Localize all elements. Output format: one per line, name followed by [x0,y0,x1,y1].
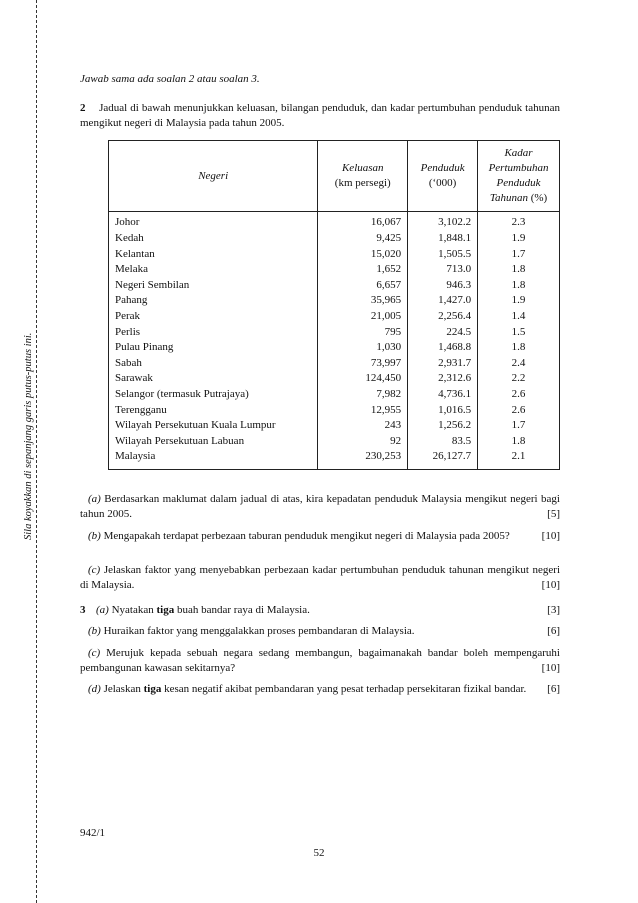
cell-pop: 713.0 [408,262,478,278]
part-label: (c) [88,647,101,659]
cell-pop: 1,256.2 [408,418,478,434]
cell-area: 9,425 [318,231,408,247]
cell-state: Wilayah Persekutuan Labuan [109,433,318,449]
header-population: Penduduk (‘000) [408,141,478,212]
cell-pop: 2,931.7 [408,355,478,371]
part-label: (a) [96,604,109,616]
cell-rate: 2.4 [478,355,560,371]
cell-rate: 1.9 [478,293,560,309]
part-text: kesan negatif akibat pembandaran yang pesat terhadap persekitaran fizikal bandar. [161,683,527,695]
table-row [109,371,560,387]
cell-rate: 1.9 [478,231,560,247]
table-row [109,293,560,309]
cell-state: Selangor (termasuk Putrajaya) [109,387,318,403]
question-number: 3 [80,604,86,616]
part-text: Huraikan faktor yang menggalakkan proses pembandaran di Malaysia. [103,625,415,637]
emphasis: tiga [143,683,162,695]
cell-state: Pahang [109,293,318,309]
cell-state: Perak [109,309,318,325]
table-row [109,418,560,434]
part-text: Merujuk kepada sebuah negara sedang membangun, bagaimanakah bandar boleh mempengaruhi pembangunan kawasan sekitarnya? [80,647,560,674]
table-header-row [109,141,560,212]
table-row [109,262,560,278]
header-growth-rate: Kadar Pertumbuhan Penduduk Tahunan (%) [478,141,560,212]
table-row [109,449,560,469]
cell-area: 1,652 [318,262,408,278]
cell-rate: 2.6 [478,387,560,403]
tear-instruction: Sila koyakkan di sepanjang garis putus-putus ini. [23,332,34,540]
table-row [109,355,560,371]
table-row [109,212,560,231]
answer-instruction: Jawab sama ada soalan 2 atau soalan 3. [80,73,260,85]
question-number: 2 [80,102,86,114]
cell-state: Johor [109,212,318,231]
header-area: Keluasan (km persegi) [318,141,408,212]
table-row [109,433,560,449]
question-2-part [80,492,560,522]
cell-area: 7,982 [318,387,408,403]
part-text: Mengapakah terdapat perbezaan taburan penduduk mengikut negeri di Malaysia pada 2005? [103,530,510,542]
cell-state: Negeri Sembilan [109,277,318,293]
cell-rate: 2.3 [478,212,560,231]
cell-rate: 1.4 [478,309,560,325]
cell-state: Wilayah Persekutuan Kuala Lumpur [109,418,318,434]
cell-pop: 1,848.1 [408,231,478,247]
cell-area: 12,955 [318,402,408,418]
marks: [5] [547,507,560,520]
cell-pop: 224.5 [408,324,478,340]
cell-state: Terengganu [109,402,318,418]
cell-pop: 1,427.0 [408,293,478,309]
question-2-part [80,529,560,544]
question-3-part [80,682,560,697]
cell-state: Malaysia [109,449,318,469]
cell-pop: 3,102.2 [408,212,478,231]
marks: [3] [547,604,560,616]
cell-state: Sarawak [109,371,318,387]
cell-area: 243 [318,418,408,434]
cell-pop: 1,016.5 [408,402,478,418]
table-row [109,231,560,247]
cell-area: 92 [318,433,408,449]
cell-rate: 1.8 [478,340,560,356]
cell-pop: 2,256.4 [408,309,478,325]
cell-rate: 2.1 [478,449,560,469]
cell-area: 21,005 [318,309,408,325]
cell-area: 124,450 [318,371,408,387]
part-label: (a) [88,493,101,505]
cell-pop: 1,505.5 [408,246,478,262]
cell-state: Melaka [109,262,318,278]
cell-rate: 1.8 [478,433,560,449]
part-label: (b) [88,530,101,542]
header-state: Negeri [109,141,318,212]
paper-code: 942/1 [80,827,106,839]
part-text: buah bandar raya di Malaysia. [174,604,310,616]
cell-pop: 83.5 [408,433,478,449]
marks: [10] [541,530,560,542]
part-text: Jelaskan [103,683,144,695]
cell-state: Kedah [109,231,318,247]
part-text: Nyatakan [111,604,157,616]
cell-rate: 2.6 [478,402,560,418]
cell-area: 795 [318,324,408,340]
cell-area: 16,067 [318,212,408,231]
part-text: Jelaskan faktor yang menyebabkan perbezaan kadar pertumbuhan penduduk tahunan mengikut negeri di Malaysia. [80,564,560,591]
cell-rate: 1.8 [478,277,560,293]
marks: [6] [547,625,560,637]
table-row [109,324,560,340]
cell-state: Kelantan [109,246,318,262]
cell-rate: 1.8 [478,262,560,278]
cell-area: 1,030 [318,340,408,356]
cell-rate: 1.7 [478,246,560,262]
question-2-part [80,563,560,593]
question-text: Jadual di bawah menunjukkan keluasan, bilangan penduduk, dan kadar pertumbuhan penduduk tahunan mengikut negeri di Malaysia pada tahun 2005. [80,102,561,129]
table-row [109,246,560,262]
cell-rate: 2.2 [478,371,560,387]
cell-rate: 1.5 [478,324,560,340]
page-number: 52 [313,847,325,859]
table-row [109,277,560,293]
question-3-part [80,646,560,676]
part-label: (c) [88,564,101,576]
cell-pop: 4,736.1 [408,387,478,403]
part-label: (b) [88,625,101,637]
marks: [6] [547,683,560,695]
cell-state: Pulau Pinang [109,340,318,356]
marks: [10] [541,578,560,591]
population-table [108,140,560,470]
cell-area: 73,997 [318,355,408,371]
part-label: (d) [88,683,101,695]
cell-area: 6,657 [318,277,408,293]
cell-state: Sabah [109,355,318,371]
question-3-part [80,603,560,618]
question-3-part [80,624,560,639]
table-row [109,340,560,356]
marks: [10] [541,661,560,674]
table-row [109,402,560,418]
part-text: Berdasarkan maklumat dalam jadual di atas, kira kepadatan penduduk Malaysia mengikut negeri bagi tahun 2005. [80,493,560,520]
cell-pop: 1,468.8 [408,340,478,356]
table-row [109,387,560,403]
table-row [109,309,560,325]
cell-pop: 946.3 [408,277,478,293]
cell-state: Perlis [109,324,318,340]
cell-rate: 1.7 [478,418,560,434]
cell-pop: 26,127.7 [408,449,478,469]
cell-area: 230,253 [318,449,408,469]
emphasis: tiga [156,604,175,616]
cell-area: 15,020 [318,246,408,262]
cell-pop: 2,312.6 [408,371,478,387]
cell-area: 35,965 [318,293,408,309]
question-2 [80,101,560,131]
